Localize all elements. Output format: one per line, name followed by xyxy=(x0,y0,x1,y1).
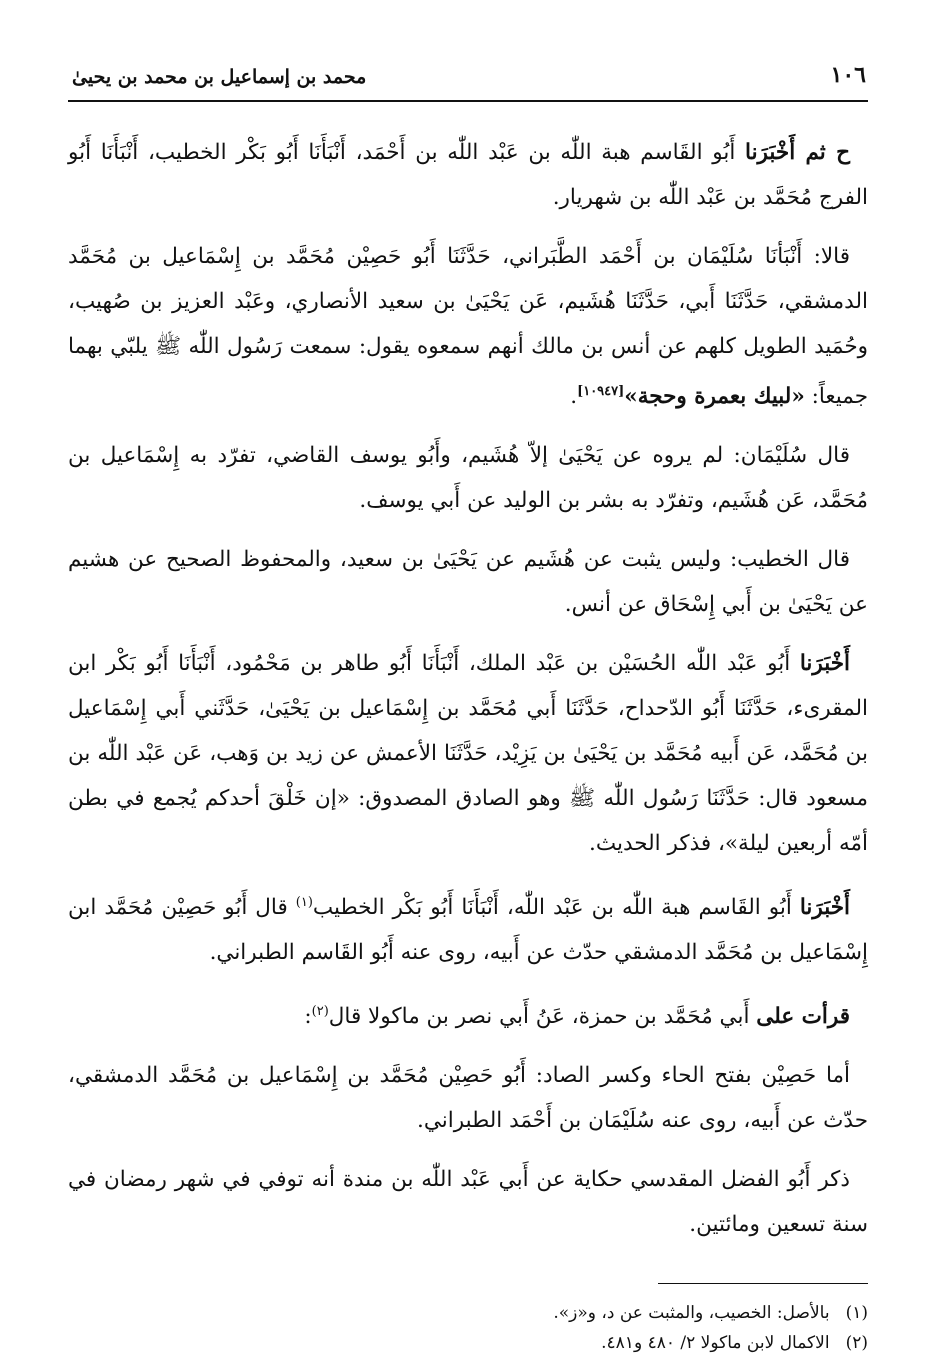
book-page xyxy=(68,58,868,1358)
paragraph-text: أَبُو عَبْد اللّٰه الحُسَيْن بن عَبْد الملك، أَنْبَأَنَا أَبُو طاهر بن مَحْمُود، أَنْبَأَنَا أَبُو بَكْر ابن المقرىء، حَدَّثَنَا أَبُو الدّحداح، حَدَّثَنَا أَبي مُحَمَّد بن إِسْمَاعيل بن يَحْيَىٰ، حَدَّثَني أَبي إِسْمَاعيل بن مُحَمَّد، عَن أَبيه مُحَمَّد بن يَحْيَىٰ بن يَزِيْد، حَدَّثَنَا الأعمش عن زيد بن وَهب، عَن عَبْد اللّٰه بن مسعود قال: حَدَّثَنَا رَسُول اللّٰه ﷺ وهو الصادق المصدوق: «إن خَلْقَ أحدكم يُجمع في بطن أمّه أربعين ليلة»، فذكر الحديث. xyxy=(68,651,868,857)
paragraph-text: أَبُو القَاسم هبة اللّٰه بن عَبْد اللّٰه، أَنْبَأَنَا أَبُو بَكْر الخطيب xyxy=(312,895,800,921)
paragraph-5 xyxy=(68,641,868,866)
paragraph-9 xyxy=(68,1157,868,1247)
paragraph-2 xyxy=(68,234,868,419)
footnotes xyxy=(68,1298,868,1358)
paragraph-6 xyxy=(68,880,868,975)
page-number: ١٠٦ xyxy=(830,62,866,88)
paragraph-text: قال الخطيب: وليس يثبت عن هُشَيم عن يَحْيَىٰ بن سعيد، والمحفوظ الصحيح عن هشيم عن يَحْيَىٰ بن أَبي إِسْحَاق عن أنس. xyxy=(68,547,868,618)
footnote-separator xyxy=(658,1283,868,1284)
footnote-number: (٢) xyxy=(845,1333,868,1354)
paragraph-tail: قال أَبُو حَصِيْن مُحَمَّد ابن إِسْمَاعيل بن مُحَمَّد الدمشقي حدّث عن أَبيه، روى عنه أَبُو القَاسم الطبراني. xyxy=(68,895,868,966)
paragraph-tail: : xyxy=(304,1004,312,1030)
paragraph-lead: أَخْبَرَنا xyxy=(799,895,850,921)
running-title: محمد بن إسماعيل بن محمد بن يحيىٰ xyxy=(72,66,367,88)
hadith-reference-number: [١٠٩٤٧] xyxy=(577,384,625,399)
paragraph-text: أَبُو القَاسم هبة اللّٰه بن عَبْد اللّٰه بن أَحْمَد، أَنْبَأَنَا أَبُو بَكْر الخطيب، أَنْبَأَنَا أَبُو الفرج مُحَمَّد بن عَبْد اللّٰه بن شهريار. xyxy=(68,140,868,210)
paragraph-4 xyxy=(68,537,868,627)
footnote-text: بالأصل: الخصيب، والمثبت عن د، و«ز». xyxy=(553,1303,830,1324)
footnote-number: (١) xyxy=(845,1303,868,1324)
paragraph-8 xyxy=(68,1053,868,1143)
footnote-2 xyxy=(68,1328,868,1358)
paragraph-text: أما حَصِيْن بفتح الحاء وكسر الصاد: أَبُو حَصِيْن مُحَمَّد بن إِسْمَاعيل بن مُحَمَّد الدمشقي، حدّث عن أَبيه، روى عنه سُلَيْمَان بن أَحْمَد الطبراني. xyxy=(68,1063,868,1134)
paragraph-3 xyxy=(68,433,868,523)
paragraph-text: قالا: أَنْبَأنَا سُلَيْمَان بن أَحْمَد الطَّبَراني، حَدَّثَنَا أَبُو حَصِيْن مُحَمَّد بن إِسْمَاعيل بن مُحَمَّد الدمشقي، حَدَّثَنَا أَبي، حَدَّثَنَا هُشَيم، عَن يَحْيَىٰ بن سعيد الأنصاري، وعَبْد العزيز بن صُهيب، وحُمَيد الطويل كلهم عن أنس بن مالك أنهم سمعوه يقول: سمعت رَسُول اللّٰه ﷺ يلبّي بهما جميعاً: xyxy=(68,244,868,410)
paragraph-lead: أَخْبَرَنا xyxy=(799,651,850,677)
paragraph-text: أَبي مُحَمَّد بن حمزة، عَنُ أَبي نصر بن ماكولا قال xyxy=(328,1004,757,1030)
paragraph-lead: ح ثم أَخْبَرَنا xyxy=(745,140,851,165)
footnote-text: الاكمال لابن ماكولا ٢/ ٤٨٠ و٤٨١. xyxy=(601,1333,830,1354)
paragraph-lead: قرأت على xyxy=(756,1004,850,1030)
footnote-marker: (٢) xyxy=(311,1004,329,1020)
hadith-quote: «لبيك بعمرة وحجة» xyxy=(624,384,805,410)
footnote-1 xyxy=(68,1298,868,1328)
paragraph-7 xyxy=(68,989,868,1039)
paragraph-tail: . xyxy=(570,384,578,410)
footnote-marker: (١) xyxy=(295,895,313,911)
paragraph-text: ذكر أَبُو الفضل المقدسي حكاية عن أَبي عَبْد اللّٰه بن مندة أنه توفي في شهر رمضان في سنة تسعين ومائتين. xyxy=(68,1167,868,1238)
paragraph-1 xyxy=(68,130,868,220)
body-text xyxy=(68,130,868,1247)
paragraph-text: قال سُلَيْمَان: لم يروه عن يَحْيَىٰ إلاّ هُشَيم، وأَبُو يوسف القاضي، تفرّد به إِسْمَاعيل بن مُحَمَّد، عَن هُشَيم، وتفرّد به بشر بن الوليد عن أَبي يوسف. xyxy=(68,443,868,514)
page-header xyxy=(68,58,868,102)
